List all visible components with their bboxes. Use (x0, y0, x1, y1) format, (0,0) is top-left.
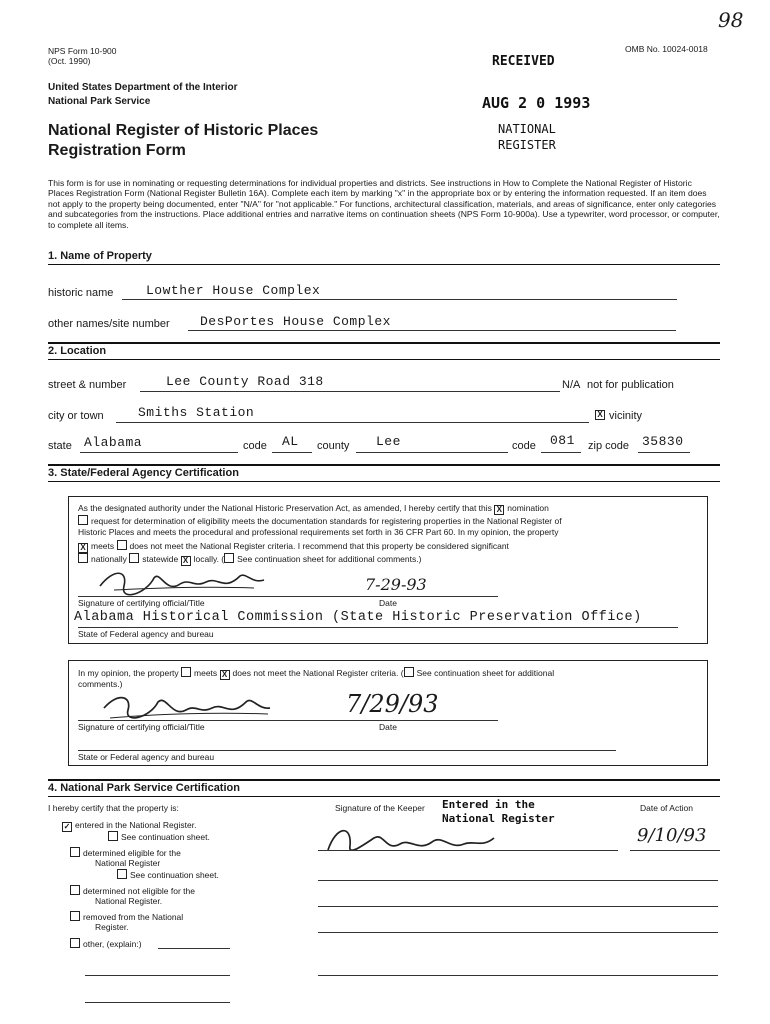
page-title: National Register of Historic Places (48, 122, 319, 139)
section-4-title: 4. National Park Service Certification (48, 782, 240, 794)
agency-value: Alabama Historical Commission (State Historic Preservation Office) (74, 610, 642, 625)
keeper-signature (322, 820, 502, 860)
opt-other[interactable]: other, (explain:) (70, 938, 142, 949)
cert-line-1: As the designated authority under the National Historic Preservation Act, as amended, I hereby certify that this X nomination (78, 503, 549, 514)
vicinity-checkbox[interactable]: X (595, 410, 605, 420)
signature-2-label: Signature of certifying official/Title (78, 722, 205, 732)
received-stamp: RECEIVED (492, 54, 555, 69)
opt-not-eligible[interactable]: determined not eligible for the (70, 885, 195, 896)
historic-name-value: Lowther House Complex (146, 283, 321, 298)
city-label: city or town (48, 410, 104, 422)
federal-official-signature (96, 688, 276, 724)
nfp-value: N/A (562, 379, 581, 391)
opt-eligible[interactable]: determined eligible for the (70, 847, 181, 858)
form-number: NPS Form 10-900 (48, 46, 117, 56)
city-value: Smiths Station (138, 405, 255, 420)
dept-name: United States Department of the Interior (48, 82, 238, 93)
omb-number: OMB No. 10024-0018 (625, 44, 708, 54)
received-national: NATIONAL (498, 122, 556, 136)
section-1-title: 1. Name of Property (48, 250, 152, 262)
agency-name: National Park Service (48, 96, 151, 107)
street-value: Lee County Road 318 (166, 374, 324, 389)
state-value: Alabama (84, 435, 143, 450)
entered-stamp-2: National Register (442, 812, 555, 825)
received-date: AUG 2 0 1993 (482, 94, 591, 112)
action-date-label: Date of Action (640, 803, 693, 813)
keeper-label: Signature of the Keeper (335, 803, 425, 813)
county-label: county (317, 440, 350, 452)
state-label: state (48, 440, 72, 452)
certify-label: I hereby certify that the property is: (48, 803, 179, 813)
state-signature-date: 7-29-93 (365, 575, 427, 594)
county-value: Lee (376, 434, 401, 449)
zip-label: zip code (588, 440, 629, 452)
received-register: REGISTER (498, 138, 556, 152)
section-3-title: 3. State/Federal Agency Certification (48, 467, 239, 479)
agency-label: State of Federal agency and bureau (78, 629, 214, 639)
opt-removed-2: Register. (95, 922, 129, 932)
opt-eligible-cont[interactable]: See continuation sheet. (117, 869, 219, 880)
opt-not-eligible-2: National Register. (95, 896, 163, 906)
nfp-label: not for publication (587, 379, 674, 391)
cert-line-2: request for determination of eligibility meets the documentation standards for registering properties in the National Register of (78, 515, 562, 526)
opinion-line-1: In my opinion, the property meets X does not meet the National Register criteria. ( See continuation sheet for additional (78, 668, 555, 679)
state-code-value: AL (282, 434, 299, 449)
opinion-line-2: comments.) (78, 679, 123, 689)
page-subtitle: Registration Form (48, 142, 186, 159)
opt-entered[interactable]: ✓ entered in the National Register. (63, 820, 197, 831)
cert-line-4: X meets does not meet the National Register criteria. I recommend that this property be considered significant (78, 540, 509, 553)
form-date: (Oct. 1990) (48, 56, 91, 66)
opt-removed[interactable]: removed from the National (70, 911, 183, 922)
state-code-label: code (243, 440, 267, 452)
vicinity-label: vicinity (609, 410, 643, 422)
zip-value: 35830 (642, 434, 684, 449)
intro-paragraph: This form is for use in nominating or requesting determinations for individual properties and districts. See instructions in How to Complete the National Register of Historic Places Registration Form (National Register Bulletin 16A). Complete each item by marking "x" in the appropriate box or by entering the information requested. If an item does not apply to the property being documented, enter "N/A" for "not applicable." For functions, architectural classification, materials, and areas of significance, enter only categories and subcategories from the instructions. Place additional entries and narrative items on continuation sheets (NPS Form 10-900a). Use a typewriter, word processor, or computer, to complete all items. (48, 178, 720, 230)
signature-label: Signature of certifying official/Title (78, 598, 205, 608)
date-label: Date (379, 598, 397, 608)
opt-eligible-2: National Register (95, 858, 161, 868)
state-official-signature (94, 564, 274, 600)
county-code-value: 081 (550, 433, 575, 448)
date-2-label: Date (379, 722, 397, 732)
historic-name-label: historic name (48, 287, 114, 299)
other-names-value: DesPortes House Complex (200, 314, 391, 329)
street-label: street & number (48, 379, 127, 391)
county-code-label: code (512, 440, 536, 452)
cert-line-3: Historic Places and meets the procedural and professional requirements set forth in 36 CFR Part 60. In my opinion, the property (78, 527, 559, 537)
section-2-title: 2. Location (48, 345, 107, 357)
action-date: 9/10/93 (637, 825, 707, 846)
cert-line-5: nationally statewide X locally. ( See continuation sheet for additional comments.) (78, 553, 421, 566)
other-names-label: other names/site number (48, 318, 170, 330)
opt-entered-cont[interactable]: See continuation sheet. (108, 831, 210, 842)
agency-2-label: State or Federal agency and bureau (78, 752, 215, 762)
entered-stamp-1: Entered in the (442, 798, 535, 811)
federal-signature-date: 7/29/93 (346, 690, 439, 718)
corner-note: 98 (718, 8, 744, 32)
